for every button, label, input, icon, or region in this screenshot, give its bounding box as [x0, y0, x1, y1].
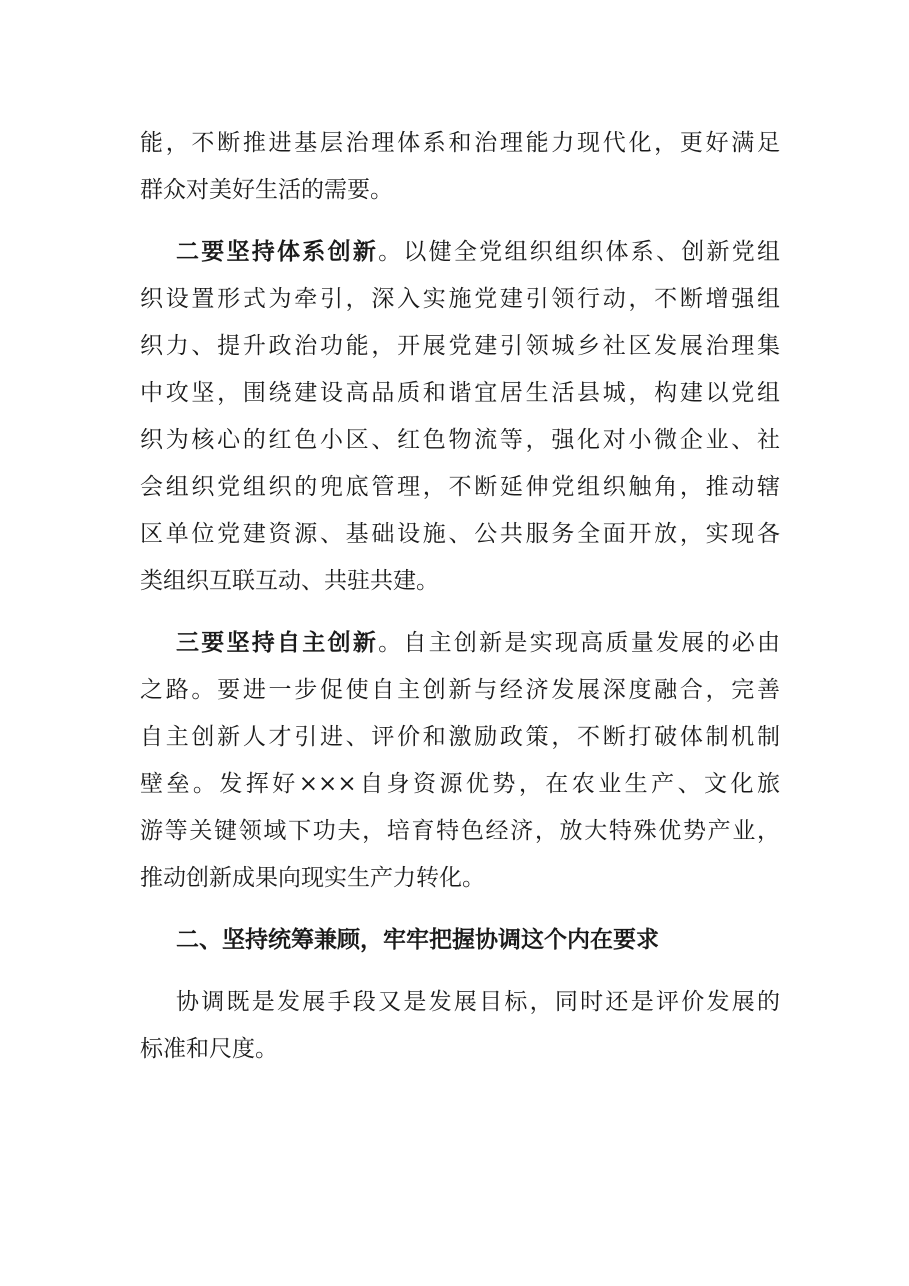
paragraph-2-line-5: 织为核心的红色小区、红色物流等，强化对小微企业、社 [140, 427, 780, 453]
paragraph-2-line-1-rest: 。以健全党组织组织体系、创新党组 [378, 239, 780, 265]
paragraph-2-lead: 二要坚持体系创新 [176, 238, 379, 265]
paragraph-1-line-2: 群众对美好生活的需要。 [140, 177, 393, 203]
paragraph-2-line-6: 会组织党组织的兜底管理，不断延伸党组织触角，推动辖 [140, 474, 780, 500]
paragraph-2-line-1 [176, 237, 780, 267]
paragraph-4-line-1: 协调既是发展手段又是发展目标，同时还是评价发展的 [176, 989, 780, 1015]
paragraph-2-line-8: 类组织互联互动、共驻共建。 [140, 568, 439, 594]
paragraph-2-line-4: 中攻坚，围绕建设高品质和谐宜居生活县城，构建以党组 [140, 380, 780, 406]
paragraph-3-lead: 三要坚持自主创新 [176, 629, 379, 656]
paragraph-3-line-5: 游等关键领域下功夫，培育特色经济，放大特殊优势产业， [140, 818, 780, 844]
paragraph-3-line-4: 壁垒。发挥好×××自身资源优势，在农业生产、文化旅 [140, 771, 780, 797]
section-heading: 二、坚持统筹兼顾，牢牢把握协调这个内在要求 [176, 926, 659, 953]
paragraph-1-line-1: 能，不断推进基层治理体系和治理能力现代化，更好满足 [140, 130, 780, 156]
paragraph-3-line-3: 自主创新人才引进、评价和激励政策，不断打破体制机制 [140, 724, 780, 750]
paragraph-4-line-2: 标准和尺度。 [140, 1036, 278, 1062]
paragraph-2-line-2: 织设置形式为牵引，深入实施党建引领行动，不断增强组 [140, 286, 780, 312]
paragraph-2-line-3: 织力、提升政治功能，开展党建引领城乡社区发展治理集 [140, 333, 780, 359]
paragraph-3-line-6: 推动创新成果向现实生产力转化。 [140, 865, 485, 891]
paragraph-3-line-1 [176, 628, 780, 658]
paragraph-3-line-1-rest: 。自主创新是实现高质量发展的必由 [378, 630, 780, 656]
paragraph-3-line-2: 之路。要进一步促使自主创新与经济发展深度融合，完善 [140, 677, 780, 703]
paragraph-2-line-7: 区单位党建资源、基础设施、公共服务全面开放，实现各 [140, 521, 780, 547]
